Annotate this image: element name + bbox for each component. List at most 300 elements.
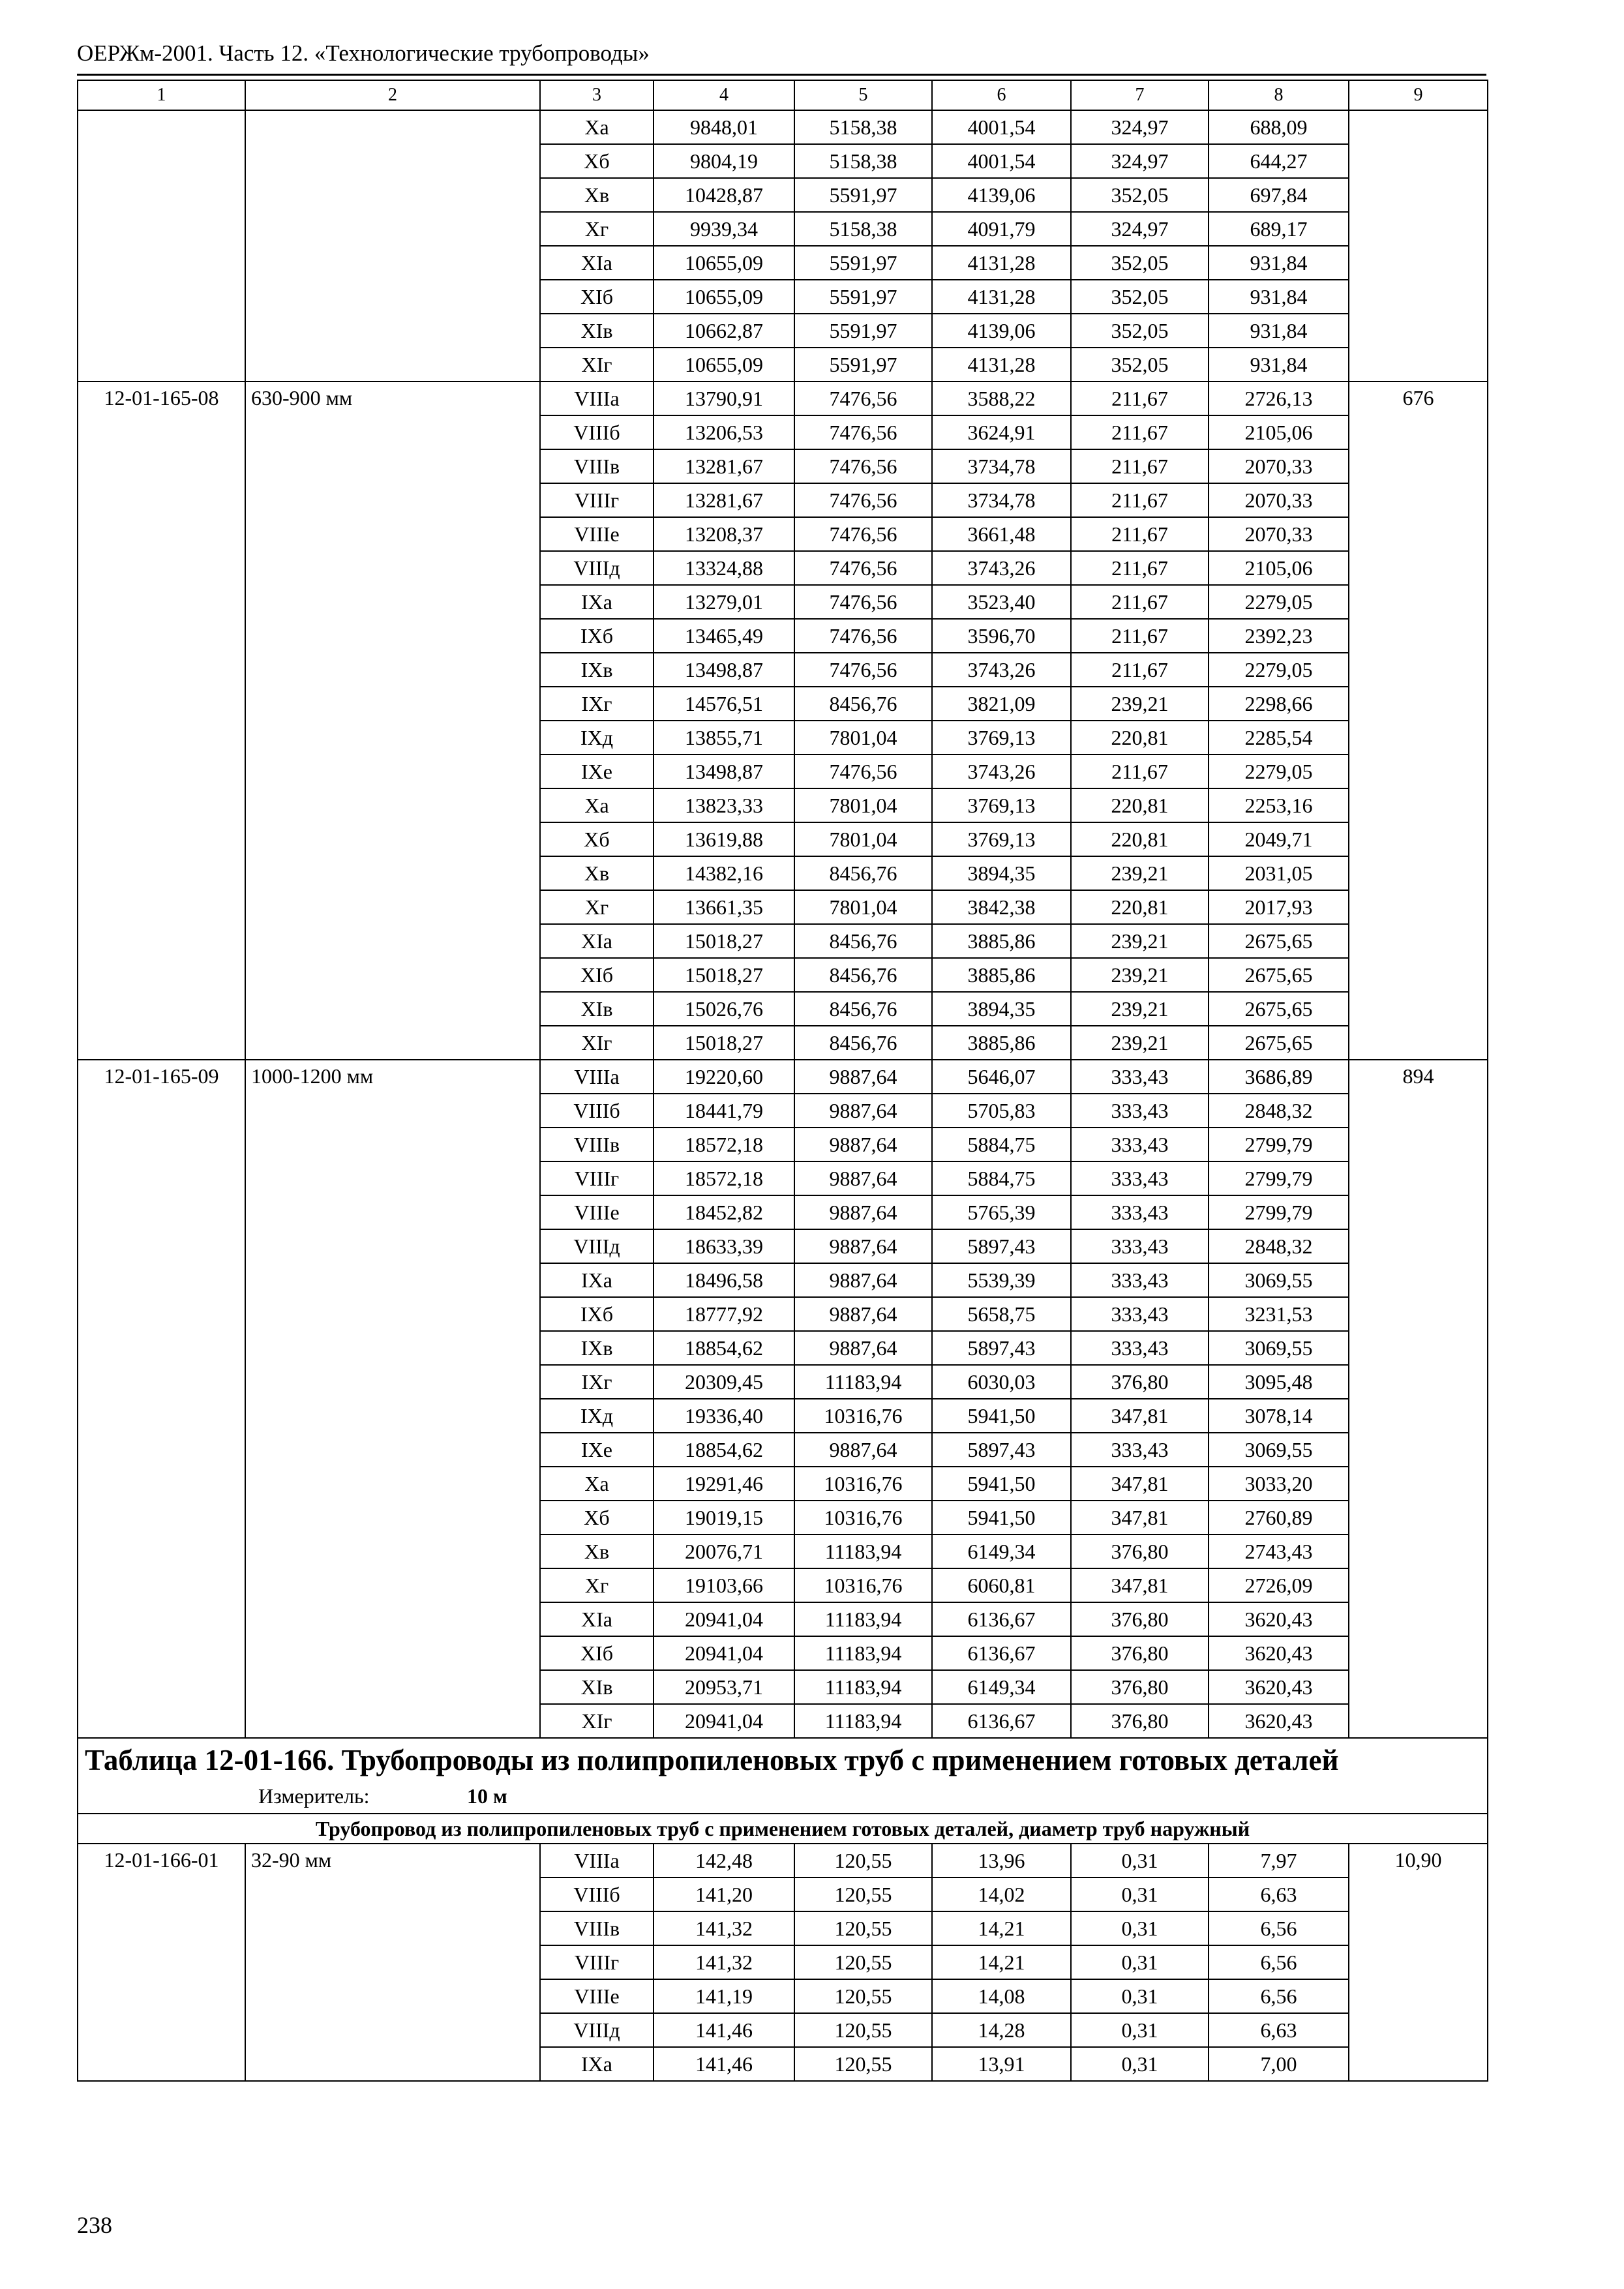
total-cost: 13498,87 <box>654 755 794 788</box>
total-cost: 10428,87 <box>654 178 794 212</box>
total-cost: 13661,35 <box>654 890 794 924</box>
machine-cost: 6030,03 <box>932 1365 1071 1399</box>
machine-cost: 4001,54 <box>932 144 1071 178</box>
column-number-row <box>78 80 1488 110</box>
machine-cost: 5941,50 <box>932 1399 1071 1433</box>
machine-cost: 14,21 <box>932 1945 1071 1979</box>
wages-cost: 5158,38 <box>794 144 932 178</box>
total-cost: 13619,88 <box>654 822 794 856</box>
materials-cost: 3078,14 <box>1209 1399 1349 1433</box>
wages-cost: 7476,56 <box>794 619 932 653</box>
machine-cost: 14,21 <box>932 1911 1071 1945</box>
tariff-class: Xб <box>540 144 654 178</box>
materials-cost: 2285,54 <box>1209 721 1349 755</box>
wages-cost: 120,55 <box>794 1945 932 1979</box>
tariff-class: VIIIе <box>540 1979 654 2013</box>
wages-cost: 7801,04 <box>794 721 932 755</box>
materials-cost: 3069,55 <box>1209 1331 1349 1365</box>
unit-line <box>85 1779 1481 1809</box>
wages-cost: 8456,76 <box>794 924 932 958</box>
tariff-class: Xг <box>540 890 654 924</box>
machinist-wages: 239,21 <box>1071 1026 1209 1060</box>
materials-weight <box>1349 110 1488 382</box>
total-cost: 15018,27 <box>654 924 794 958</box>
machine-cost: 3596,70 <box>932 619 1071 653</box>
tariff-class: VIIIд <box>540 2013 654 2047</box>
machinist-wages: 324,97 <box>1071 212 1209 246</box>
total-cost: 19220,60 <box>654 1060 794 1094</box>
machine-cost: 3821,09 <box>932 687 1071 721</box>
materials-cost: 688,09 <box>1209 110 1349 144</box>
wages-cost: 120,55 <box>794 1844 932 1878</box>
machinist-wages: 376,80 <box>1071 1704 1209 1738</box>
machinist-wages: 211,67 <box>1071 517 1209 551</box>
tariff-class: XIг <box>540 1704 654 1738</box>
machinist-wages: 376,80 <box>1071 1534 1209 1568</box>
tariff-class: Xб <box>540 1501 654 1534</box>
total-cost: 141,46 <box>654 2047 794 2081</box>
machine-cost: 3769,13 <box>932 822 1071 856</box>
materials-cost: 2675,65 <box>1209 992 1349 1026</box>
total-cost: 19291,46 <box>654 1467 794 1501</box>
wages-cost: 7801,04 <box>794 822 932 856</box>
total-cost: 13281,67 <box>654 483 794 517</box>
wages-cost: 9887,64 <box>794 1060 932 1094</box>
materials-cost: 2848,32 <box>1209 1094 1349 1128</box>
materials-cost: 7,97 <box>1209 1844 1349 1878</box>
machine-cost: 6060,81 <box>932 1568 1071 1602</box>
machinist-wages: 352,05 <box>1071 280 1209 314</box>
materials-cost: 3069,55 <box>1209 1433 1349 1467</box>
materials-cost: 697,84 <box>1209 178 1349 212</box>
materials-cost: 7,00 <box>1209 2047 1349 2081</box>
wages-cost: 5158,38 <box>794 110 932 144</box>
tariff-class: XIв <box>540 992 654 1026</box>
rate-description: 1000-1200 мм <box>245 1060 540 1738</box>
tariff-class: Xб <box>540 822 654 856</box>
materials-cost: 2726,13 <box>1209 382 1349 415</box>
tariff-class: XIг <box>540 1026 654 1060</box>
machinist-wages: 333,43 <box>1071 1229 1209 1263</box>
tariff-class: IXе <box>540 1433 654 1467</box>
machinist-wages: 220,81 <box>1071 890 1209 924</box>
materials-cost: 3620,43 <box>1209 1670 1349 1704</box>
machinist-wages: 0,31 <box>1071 1911 1209 1945</box>
materials-cost: 2298,66 <box>1209 687 1349 721</box>
table-row <box>78 110 1488 144</box>
wages-cost: 5591,97 <box>794 246 932 280</box>
machine-cost: 4131,28 <box>932 280 1071 314</box>
total-cost: 14382,16 <box>654 856 794 890</box>
machine-cost: 3743,26 <box>932 551 1071 585</box>
machinist-wages: 211,67 <box>1071 619 1209 653</box>
materials-weight: 10,90 <box>1349 1844 1488 2081</box>
total-cost: 18572,18 <box>654 1161 794 1195</box>
tariff-class: VIIIе <box>540 1195 654 1229</box>
machine-cost: 6136,67 <box>932 1636 1071 1670</box>
wages-cost: 8456,76 <box>794 958 932 992</box>
materials-cost: 6,56 <box>1209 1945 1349 1979</box>
materials-cost: 689,17 <box>1209 212 1349 246</box>
machinist-wages: 211,67 <box>1071 415 1209 449</box>
tariff-class: Xг <box>540 212 654 246</box>
tariff-class: XIа <box>540 1602 654 1636</box>
table-title-cell <box>78 1738 1488 1814</box>
running-header: ОЕРЖм-2001. Часть 12. «Технологические трубопроводы» <box>77 40 650 66</box>
machinist-wages: 376,80 <box>1071 1670 1209 1704</box>
wages-cost: 9887,64 <box>794 1161 932 1195</box>
total-cost: 13498,87 <box>654 653 794 687</box>
tariff-class: XIб <box>540 1636 654 1670</box>
materials-cost: 2105,06 <box>1209 415 1349 449</box>
wages-cost: 5591,97 <box>794 178 932 212</box>
wages-cost: 120,55 <box>794 2047 932 2081</box>
machine-cost: 5884,75 <box>932 1161 1071 1195</box>
total-cost: 19103,66 <box>654 1568 794 1602</box>
machine-cost: 5897,43 <box>932 1433 1071 1467</box>
table-title-row <box>78 1738 1488 1814</box>
machine-cost: 5897,43 <box>932 1331 1071 1365</box>
wages-cost: 9887,64 <box>794 1094 932 1128</box>
machinist-wages: 0,31 <box>1071 1844 1209 1878</box>
total-cost: 18777,92 <box>654 1297 794 1331</box>
wages-cost: 10316,76 <box>794 1467 932 1501</box>
machine-cost: 13,91 <box>932 2047 1071 2081</box>
machine-cost: 3588,22 <box>932 382 1071 415</box>
machine-cost: 4131,28 <box>932 348 1071 382</box>
wages-cost: 7801,04 <box>794 788 932 822</box>
materials-cost: 3033,20 <box>1209 1467 1349 1501</box>
machine-cost: 3743,26 <box>932 653 1071 687</box>
tariff-class: XIб <box>540 958 654 992</box>
total-cost: 10662,87 <box>654 314 794 348</box>
tariff-class: IXб <box>540 619 654 653</box>
wages-cost: 7476,56 <box>794 517 932 551</box>
unit-label: Измеритель: <box>258 1784 370 1808</box>
price-table <box>77 80 1488 2082</box>
rate-code: 12-01-165-09 <box>78 1060 245 1738</box>
machinist-wages: 220,81 <box>1071 721 1209 755</box>
machine-cost: 5646,07 <box>932 1060 1071 1094</box>
machine-cost: 4001,54 <box>932 110 1071 144</box>
total-cost: 18633,39 <box>654 1229 794 1263</box>
machinist-wages: 347,81 <box>1071 1399 1209 1433</box>
machine-cost: 3769,13 <box>932 788 1071 822</box>
materials-cost: 3620,43 <box>1209 1636 1349 1670</box>
machine-cost: 3661,48 <box>932 517 1071 551</box>
page-number: 238 <box>77 2212 112 2238</box>
materials-cost: 2675,65 <box>1209 1026 1349 1060</box>
total-cost: 18854,62 <box>654 1331 794 1365</box>
materials-cost: 2760,89 <box>1209 1501 1349 1534</box>
tariff-class: IXг <box>540 1365 654 1399</box>
machine-cost: 5941,50 <box>932 1467 1071 1501</box>
total-cost: 18496,58 <box>654 1263 794 1297</box>
materials-cost: 3069,55 <box>1209 1263 1349 1297</box>
rate-description: 630-900 мм <box>245 382 540 1060</box>
materials-weight: 894 <box>1349 1060 1488 1738</box>
wages-cost: 8456,76 <box>794 1026 932 1060</box>
materials-cost: 2017,93 <box>1209 890 1349 924</box>
total-cost: 13823,33 <box>654 788 794 822</box>
tariff-class: Xа <box>540 1467 654 1501</box>
tariff-class: Xв <box>540 856 654 890</box>
materials-cost: 6,56 <box>1209 1979 1349 2013</box>
wages-cost: 10316,76 <box>794 1501 932 1534</box>
table-title: Таблица 12-01-166. Трубопроводы из полипропиленовых труб с применением готовых деталей <box>85 1744 1339 1776</box>
materials-cost: 931,84 <box>1209 314 1349 348</box>
machinist-wages: 220,81 <box>1071 822 1209 856</box>
machinist-wages: 347,81 <box>1071 1501 1209 1534</box>
total-cost: 9804,19 <box>654 144 794 178</box>
materials-cost: 2279,05 <box>1209 653 1349 687</box>
tariff-class: IXв <box>540 1331 654 1365</box>
column-number: 5 <box>794 80 932 110</box>
wages-cost: 9887,64 <box>794 1297 932 1331</box>
tariff-class: VIIIб <box>540 1094 654 1128</box>
machinist-wages: 333,43 <box>1071 1060 1209 1094</box>
materials-cost: 931,84 <box>1209 280 1349 314</box>
wages-cost: 9887,64 <box>794 1229 932 1263</box>
wages-cost: 120,55 <box>794 1979 932 2013</box>
machinist-wages: 376,80 <box>1071 1602 1209 1636</box>
total-cost: 13206,53 <box>654 415 794 449</box>
total-cost: 13281,67 <box>654 449 794 483</box>
tariff-class: VIIIг <box>540 1161 654 1195</box>
tariff-class: IXб <box>540 1297 654 1331</box>
total-cost: 20076,71 <box>654 1534 794 1568</box>
tariff-class: VIIIа <box>540 1844 654 1878</box>
machine-cost: 6149,34 <box>932 1670 1071 1704</box>
materials-cost: 2743,43 <box>1209 1534 1349 1568</box>
column-number: 4 <box>654 80 794 110</box>
tariff-class: Xг <box>540 1568 654 1602</box>
tariff-class: VIIIг <box>540 1945 654 1979</box>
machinist-wages: 324,97 <box>1071 110 1209 144</box>
total-cost: 9939,34 <box>654 212 794 246</box>
total-cost: 18452,82 <box>654 1195 794 1229</box>
materials-cost: 2279,05 <box>1209 755 1349 788</box>
materials-cost: 2392,23 <box>1209 619 1349 653</box>
materials-cost: 931,84 <box>1209 246 1349 280</box>
wages-cost: 7476,56 <box>794 415 932 449</box>
machinist-wages: 333,43 <box>1071 1433 1209 1467</box>
wages-cost: 9887,64 <box>794 1331 932 1365</box>
tariff-class: VIIIд <box>540 551 654 585</box>
machinist-wages: 333,43 <box>1071 1297 1209 1331</box>
tariff-class: Xа <box>540 110 654 144</box>
total-cost: 13279,01 <box>654 585 794 619</box>
machine-cost: 3769,13 <box>932 721 1071 755</box>
total-cost: 10655,09 <box>654 246 794 280</box>
materials-cost: 3686,89 <box>1209 1060 1349 1094</box>
wages-cost: 7476,56 <box>794 449 932 483</box>
materials-cost: 3620,43 <box>1209 1704 1349 1738</box>
machinist-wages: 239,21 <box>1071 856 1209 890</box>
machinist-wages: 333,43 <box>1071 1263 1209 1297</box>
machinist-wages: 211,67 <box>1071 755 1209 788</box>
tariff-class: XIб <box>540 280 654 314</box>
wages-cost: 120,55 <box>794 1911 932 1945</box>
column-number: 6 <box>932 80 1071 110</box>
materials-cost: 2799,79 <box>1209 1128 1349 1161</box>
tariff-class: IXг <box>540 687 654 721</box>
machinist-wages: 333,43 <box>1071 1331 1209 1365</box>
machine-cost: 14,08 <box>932 1979 1071 2013</box>
machinist-wages: 376,80 <box>1071 1365 1209 1399</box>
wages-cost: 9887,64 <box>794 1128 932 1161</box>
rate-code: 12-01-166-01 <box>78 1844 245 2081</box>
materials-cost: 931,84 <box>1209 348 1349 382</box>
total-cost: 15018,27 <box>654 1026 794 1060</box>
machinist-wages: 239,21 <box>1071 687 1209 721</box>
tariff-class: XIв <box>540 314 654 348</box>
total-cost: 10655,09 <box>654 280 794 314</box>
wages-cost: 7476,56 <box>794 483 932 517</box>
machinist-wages: 352,05 <box>1071 246 1209 280</box>
machine-cost: 3734,78 <box>932 449 1071 483</box>
machine-cost: 4091,79 <box>932 212 1071 246</box>
wages-cost: 9887,64 <box>794 1195 932 1229</box>
tariff-class: XIа <box>540 924 654 958</box>
total-cost: 141,46 <box>654 2013 794 2047</box>
machinist-wages: 211,67 <box>1071 382 1209 415</box>
wages-cost: 7476,56 <box>794 382 932 415</box>
machinist-wages: 352,05 <box>1071 178 1209 212</box>
machine-cost: 5897,43 <box>932 1229 1071 1263</box>
materials-cost: 2675,65 <box>1209 958 1349 992</box>
machinist-wages: 220,81 <box>1071 788 1209 822</box>
machinist-wages: 376,80 <box>1071 1636 1209 1670</box>
materials-cost: 2799,79 <box>1209 1161 1349 1195</box>
tariff-class: IXа <box>540 2047 654 2081</box>
tariff-class: VIIIв <box>540 1128 654 1161</box>
total-cost: 142,48 <box>654 1844 794 1878</box>
wages-cost: 9887,64 <box>794 1433 932 1467</box>
materials-cost: 2799,79 <box>1209 1195 1349 1229</box>
tariff-class: VIIIг <box>540 483 654 517</box>
total-cost: 20309,45 <box>654 1365 794 1399</box>
wages-cost: 11183,94 <box>794 1704 932 1738</box>
machinist-wages: 211,67 <box>1071 551 1209 585</box>
machine-cost: 6136,67 <box>932 1602 1071 1636</box>
machinist-wages: 239,21 <box>1071 992 1209 1026</box>
materials-cost: 2031,05 <box>1209 856 1349 890</box>
machinist-wages: 333,43 <box>1071 1128 1209 1161</box>
materials-cost: 6,63 <box>1209 1878 1349 1911</box>
wages-cost: 5591,97 <box>794 314 932 348</box>
total-cost: 141,32 <box>654 1945 794 1979</box>
wages-cost: 7476,56 <box>794 755 932 788</box>
column-number: 7 <box>1071 80 1209 110</box>
total-cost: 18572,18 <box>654 1128 794 1161</box>
wages-cost: 10316,76 <box>794 1399 932 1433</box>
machine-cost: 3734,78 <box>932 483 1071 517</box>
tariff-class: VIIIа <box>540 382 654 415</box>
tariff-class: Xа <box>540 788 654 822</box>
materials-cost: 2105,06 <box>1209 551 1349 585</box>
table-row <box>78 1060 1488 1094</box>
machine-cost: 5705,83 <box>932 1094 1071 1128</box>
machine-cost: 3894,35 <box>932 856 1071 890</box>
materials-cost: 2675,65 <box>1209 924 1349 958</box>
wages-cost: 10316,76 <box>794 1568 932 1602</box>
materials-cost: 3231,53 <box>1209 1297 1349 1331</box>
total-cost: 141,20 <box>654 1878 794 1911</box>
total-cost: 15026,76 <box>654 992 794 1026</box>
total-cost: 20941,04 <box>654 1636 794 1670</box>
materials-cost: 2049,71 <box>1209 822 1349 856</box>
tariff-class: XIв <box>540 1670 654 1704</box>
machine-cost: 4139,06 <box>932 178 1071 212</box>
tariff-class: IXа <box>540 1263 654 1297</box>
machinist-wages: 352,05 <box>1071 314 1209 348</box>
total-cost: 141,19 <box>654 1979 794 2013</box>
section-title-row <box>78 1814 1488 1844</box>
wages-cost: 8456,76 <box>794 687 932 721</box>
machine-cost: 3624,91 <box>932 415 1071 449</box>
rate-code <box>78 110 245 382</box>
total-cost: 20941,04 <box>654 1704 794 1738</box>
wages-cost: 11183,94 <box>794 1602 932 1636</box>
machine-cost: 5658,75 <box>932 1297 1071 1331</box>
machinist-wages: 352,05 <box>1071 348 1209 382</box>
machine-cost: 3885,86 <box>932 924 1071 958</box>
machinist-wages: 211,67 <box>1071 483 1209 517</box>
wages-cost: 8456,76 <box>794 856 932 890</box>
tariff-class: IXд <box>540 1399 654 1433</box>
materials-cost: 2279,05 <box>1209 585 1349 619</box>
machine-cost: 3894,35 <box>932 992 1071 1026</box>
machinist-wages: 0,31 <box>1071 2047 1209 2081</box>
machine-cost: 14,02 <box>932 1878 1071 1911</box>
column-number: 3 <box>540 80 654 110</box>
tariff-class: IXв <box>540 653 654 687</box>
wages-cost: 120,55 <box>794 2013 932 2047</box>
machine-cost: 14,28 <box>932 2013 1071 2047</box>
materials-cost: 2070,33 <box>1209 449 1349 483</box>
wages-cost: 11183,94 <box>794 1636 932 1670</box>
tariff-class: XIа <box>540 246 654 280</box>
materials-cost: 2848,32 <box>1209 1229 1349 1263</box>
materials-cost: 6,56 <box>1209 1911 1349 1945</box>
machinist-wages: 333,43 <box>1071 1094 1209 1128</box>
tariff-class: Xв <box>540 1534 654 1568</box>
wages-cost: 8456,76 <box>794 992 932 1026</box>
materials-cost: 3095,48 <box>1209 1365 1349 1399</box>
machinist-wages: 211,67 <box>1071 585 1209 619</box>
rate-description <box>245 110 540 382</box>
wages-cost: 9887,64 <box>794 1263 932 1297</box>
tariff-class: IXе <box>540 755 654 788</box>
machine-cost: 3523,40 <box>932 585 1071 619</box>
machinist-wages: 333,43 <box>1071 1161 1209 1195</box>
tariff-class: VIIIв <box>540 1911 654 1945</box>
wages-cost: 11183,94 <box>794 1365 932 1399</box>
total-cost: 18854,62 <box>654 1433 794 1467</box>
machine-cost: 4139,06 <box>932 314 1071 348</box>
table-row <box>78 382 1488 415</box>
total-cost: 141,32 <box>654 1911 794 1945</box>
wages-cost: 7476,56 <box>794 551 932 585</box>
wages-cost: 120,55 <box>794 1878 932 1911</box>
wages-cost: 11183,94 <box>794 1534 932 1568</box>
wages-cost: 7476,56 <box>794 585 932 619</box>
tariff-class: IXд <box>540 721 654 755</box>
machine-cost: 5765,39 <box>932 1195 1071 1229</box>
total-cost: 13790,91 <box>654 382 794 415</box>
table-row <box>78 1844 1488 1878</box>
